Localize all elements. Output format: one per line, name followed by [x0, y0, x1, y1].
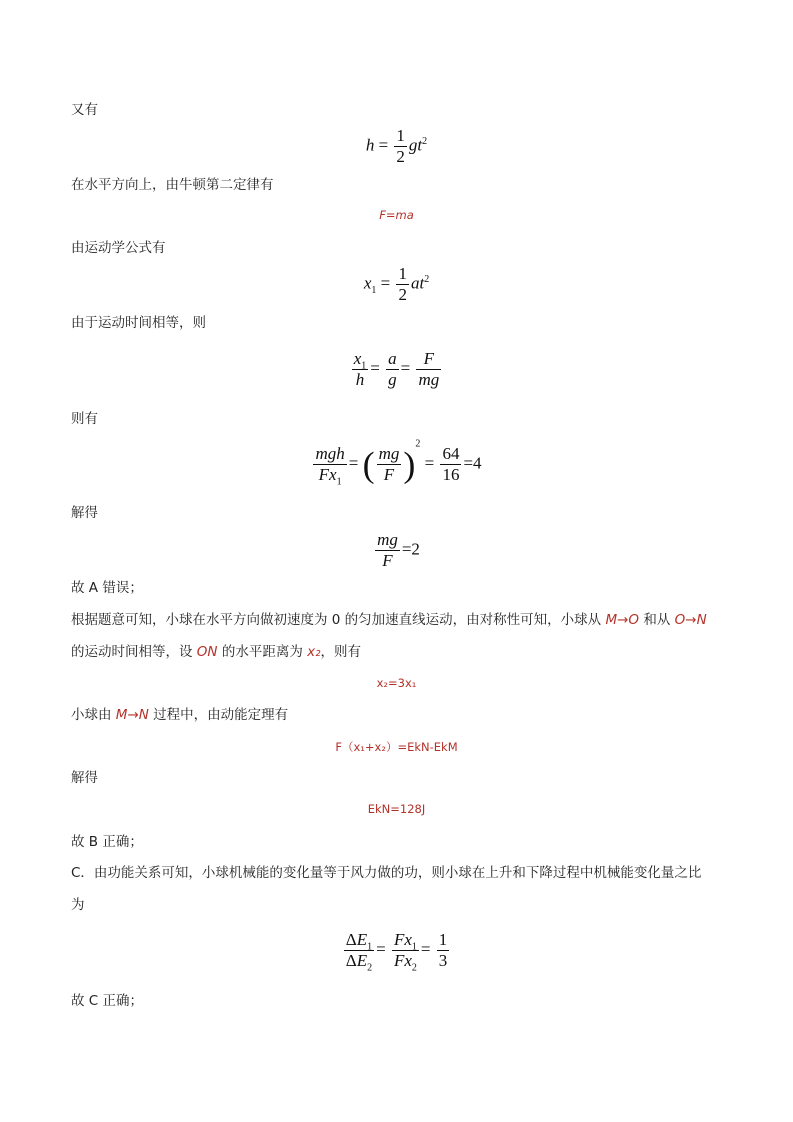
inline-m-to-n: M→N [115, 707, 149, 723]
text-line-9: 的运动时间相等，设 ON 的水平距离为 x₂，则有 [71, 644, 362, 660]
text-line-5: 则有 [71, 411, 98, 427]
text-line-12: 故 B 正确； [71, 834, 143, 850]
equation-mgh: $\frac{\text{mgh}}{Fx_1}$ = ( $\frac{mg}{F}$ )$^2$ = $\frac{64}{16}$ =4 [315, 438, 482, 488]
text-line-4: 由于运动时间相等，则 [71, 315, 206, 331]
equation-mg-over-f: $\frac{mg}{F}$ =2 [377, 530, 420, 570]
text-line-10: 小球由 M→N 过程中，由动能定理有 [71, 707, 289, 723]
equation-energy: F（x₁+x₂）=EkN-EkM [335, 740, 458, 754]
equation-x1: $x_1$ = $\frac{1}{2}$ $at^2$ [363, 264, 430, 304]
text-line-1: 又有 [71, 102, 98, 118]
text-line-7: 故 A 错误； [71, 580, 143, 596]
text-line-2: 在水平方向上，由牛顿第二定律有 [71, 177, 274, 193]
inline-x2: x₂ [307, 644, 321, 660]
text-line-15: 故 C 正确； [71, 993, 144, 1009]
equation-fma: F=ma [379, 208, 414, 222]
equation-delta-e: $\frac{\Delta E_1}{\Delta E_2}$ = $\frac{Fx_1}{Fx_2}$ = $\frac{1}{3}$ [345, 930, 448, 974]
inline-m-to-o: M→O [605, 612, 640, 628]
equation-ratio: $\frac{x_1}{h}$ = $\frac{a}{g}$ = $\frac{F}{mg}$ [353, 349, 440, 389]
inline-on: ON [196, 644, 218, 660]
equation-h: h = $\frac{1}{2}$ $gt^2$ [365, 126, 428, 166]
text-line-13: C．由功能关系可知，小球机械能的变化量等于风力做的功，则小球在上升和下降过程中机械能变化量之比 [71, 865, 702, 881]
equation-ekn: EkN=128J [367, 802, 426, 816]
equation-x2: x₂=3x₁ [376, 676, 417, 690]
text-line-3: 由运动学公式有 [71, 240, 166, 256]
text-line-14: 为 [71, 897, 85, 913]
text-line-8: 根据题意可知，小球在水平方向做初速度为 0 的匀加速直线运动，由对称性可知，小球从 M→O 和从 O→N [71, 612, 707, 628]
inline-o-to-n: O→N [674, 612, 707, 628]
text-line-6: 解得 [71, 505, 98, 521]
text-line-11: 解得 [71, 770, 98, 786]
